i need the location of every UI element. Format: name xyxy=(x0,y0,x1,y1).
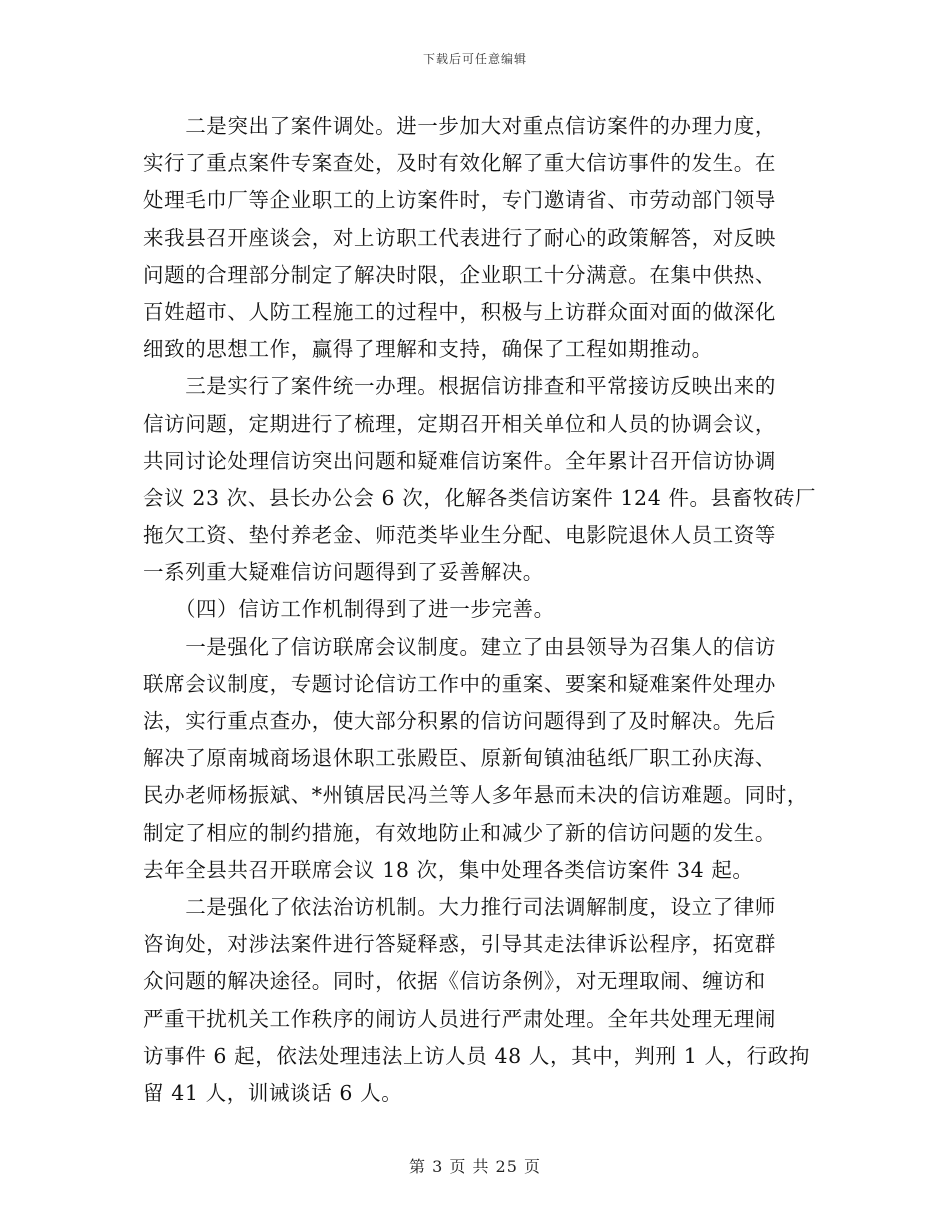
text-line: 留 41 人，训诫谈话 6 人。 xyxy=(143,1080,403,1105)
text-line: 众问题的解决途径。同时，依据《信访条例》，对无理取闹、缠访和 xyxy=(143,969,766,994)
text-line: 拖欠工资、垫付养老金、师范类毕业生分配、电影院退休人员工资等 xyxy=(143,523,776,548)
page-number: 第 3 页 共 25 页 xyxy=(409,1157,541,1176)
text-line: 民办老师杨振斌、*州镇居民冯兰等人多年悬而未决的信访难题。同时， xyxy=(143,783,808,808)
section-heading: （四）信访工作机制得到了进一步完善。 xyxy=(143,597,555,622)
text-line: 会议 23 次、县长办公会 6 次，化解各类信访案件 124 件。县畜牧砖厂 xyxy=(143,485,817,510)
text-line: 二是强化了依法治访机制。大力推行司法调解制度，设立了律师 xyxy=(143,894,776,919)
text-line: 访事件 6 起，依法处理违法上访人员 48 人，其中，判刑 1 人，行政拘 xyxy=(143,1043,810,1068)
text-line: 去年全县共召开联席会议 18 次，集中处理各类信访案件 34 起。 xyxy=(143,857,754,882)
text-line: 信访问题，定期进行了梳理，定期召开相关单位和人员的协调会议， xyxy=(143,411,776,436)
text-line: 共同讨论处理信访突出问题和疑难信访案件。全年累计召开信访协调 xyxy=(143,448,776,473)
text-line: 二是突出了案件调处。进一步加大对重点信访案件的办理力度， xyxy=(143,114,776,138)
text-line: 一是强化了信访联席会议制度。建立了由县领导为召集人的信访 xyxy=(143,634,776,659)
text-line: 严重干扰机关工作秩序的闹访人员进行严肃处理。全年共处理无理闹 xyxy=(143,1006,776,1031)
text-line: 细致的思想工作，赢得了理解和支持，确保了工程如期推动。 xyxy=(143,337,713,362)
text-line: 一系列重大疑难信访问题得到了妥善解决。 xyxy=(143,560,544,585)
text-line: 三是实行了案件统一办理。根据信访排查和平常接访反映出来的 xyxy=(143,374,776,399)
text-line: 来我县召开座谈会，对上访职工代表进行了耐心的政策解答，对反映 xyxy=(143,225,776,250)
text-line: 法，实行重点查办，使大部分积累的信访问题得到了及时解决。先后 xyxy=(143,709,776,733)
text-line: 实行了重点案件专案查处，及时有效化解了重大信访事件的发生。在 xyxy=(143,151,776,176)
text-line: 处理毛巾厂等企业职工的上访案件时，专门邀请省、市劳动部门领导 xyxy=(143,188,776,213)
text-line: 联席会议制度，专题讨论信访工作中的重案、要案和疑难案件处理办 xyxy=(143,671,776,696)
text-line: 百姓超市、人防工程施工的过程中，积极与上访群众面对面的做深化 xyxy=(143,299,776,324)
text-line: 解决了原南城商场退休职工张殿臣、原新甸镇油毡纸厂职工孙庆海、 xyxy=(143,746,776,771)
text-line: 制定了相应的制约措施，有效地防止和减少了新的信访问题的发生。 xyxy=(143,820,776,845)
text-line: 问题的合理部分制定了解决时限，企业职工十分满意。在集中供热、 xyxy=(143,262,776,287)
text-line: 咨询处，对涉法案件进行答疑释惑，引导其走法律诉讼程序，拓宽群 xyxy=(143,932,776,957)
document-body xyxy=(143,108,817,1112)
page-header: 下载后可任意编辑 xyxy=(422,52,527,66)
